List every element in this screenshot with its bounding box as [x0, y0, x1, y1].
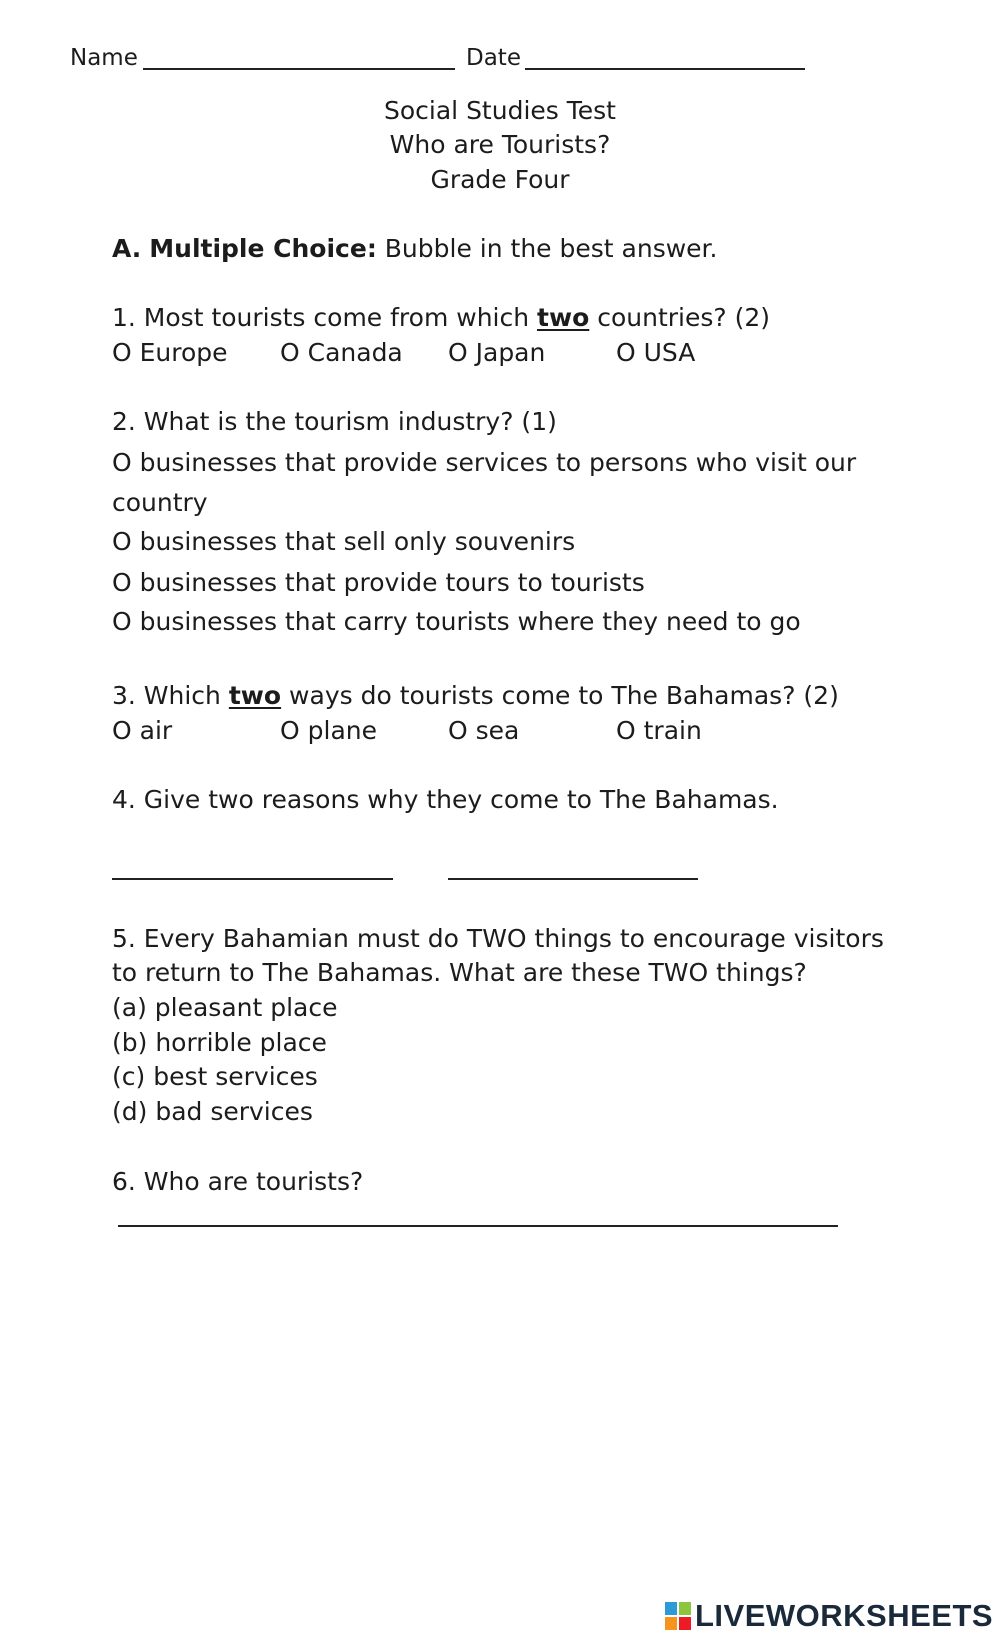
question-3-prefix: 3. Which [112, 681, 221, 710]
q3-option-train[interactable]: O train [616, 716, 702, 745]
section-letter: A. [112, 234, 142, 263]
question-1 [112, 302, 770, 334]
q3-option-sea[interactable]: O sea [448, 716, 520, 745]
q2-option-services-continued: country [112, 488, 208, 517]
q1-option-japan[interactable]: O Japan [448, 338, 546, 367]
q2-option-souvenirs[interactable]: O businesses that sell only souvenirs [112, 527, 576, 556]
section-title: Multiple Choice: [149, 234, 377, 263]
q2-option-services[interactable]: O businesses that provide services to persons who visit our [112, 448, 857, 477]
q2-option-transport[interactable]: O businesses that carry tourists where they need to go [112, 607, 801, 636]
name-label: Name [70, 45, 138, 71]
question-3 [112, 680, 839, 712]
question-1-suffix: countries? (2) [597, 303, 771, 332]
question-4: 4. Give two reasons why they come to The Bahamas. [112, 785, 779, 814]
q1-option-canada[interactable]: O Canada [280, 338, 403, 367]
liveworksheets-brand-text: LIVEWORKSHEETS [695, 1598, 994, 1633]
question-5-line-1: 5. Every Bahamian must do TWO things to encourage visitors [112, 924, 884, 953]
q5-option-a[interactable]: (a) pleasant place [112, 993, 338, 1022]
q3-option-plane[interactable]: O plane [280, 716, 377, 745]
section-a-heading [112, 233, 717, 265]
q5-option-d[interactable]: (d) bad services [112, 1097, 313, 1126]
q1-option-usa[interactable]: O USA [616, 338, 696, 367]
question-6: 6. Who are tourists? [112, 1167, 364, 1196]
q3-option-air[interactable]: O air [112, 716, 173, 745]
test-subtitle: Who are Tourists? [389, 130, 611, 159]
question-5-line-2: to return to The Bahamas. What are these TWO things? [112, 958, 807, 987]
q4-answer-line-1[interactable] [112, 878, 393, 880]
liveworksheets-logo-icon [665, 1602, 691, 1630]
question-3-emphasis: two [228, 681, 282, 710]
question-3-suffix: ways do tourists come to The Bahamas? (2) [289, 681, 839, 710]
question-2: 2. What is the tourism industry? (1) [112, 407, 557, 436]
q2-option-tours[interactable]: O businesses that provide tours to tourists [112, 568, 645, 597]
q1-option-europe[interactable]: O Europe [112, 338, 228, 367]
test-title: Social Studies Test [384, 96, 616, 125]
question-1-emphasis: two [537, 303, 590, 332]
section-instruction: Bubble in the best answer. [384, 234, 718, 263]
q5-option-b[interactable]: (b) horrible place [112, 1028, 327, 1057]
name-blank-line[interactable] [143, 68, 455, 70]
grade-level: Grade Four [430, 165, 570, 194]
q4-answer-line-2[interactable] [448, 878, 698, 880]
q6-answer-line[interactable] [118, 1225, 838, 1227]
date-blank-line[interactable] [525, 68, 805, 70]
question-1-prefix: 1. Most tourists come from which [112, 303, 530, 332]
date-label: Date [466, 45, 521, 71]
q5-option-c[interactable]: (c) best services [112, 1062, 318, 1091]
